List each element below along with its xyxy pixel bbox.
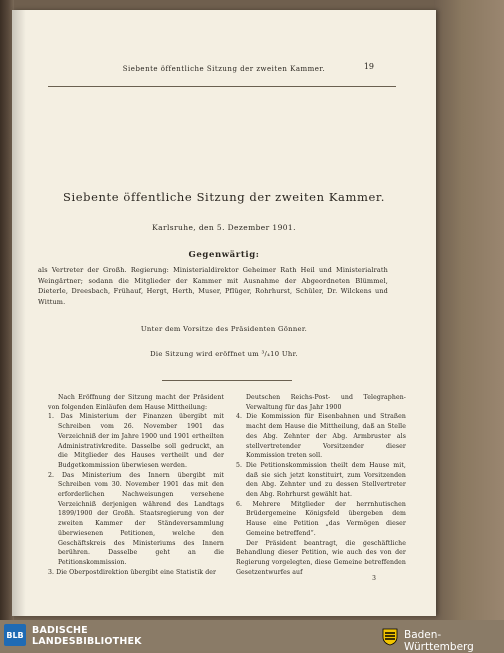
opening-line: Die Sitzung wird eröffnet um ³/₄10 Uhr. (150, 350, 298, 358)
list-item: 4. Die Kommission für Eisenbahnen und Straßen macht dem Hause die Mittheilung, daß an Stelle des Abg. Zehnter der Abg. Armbruster als stellvertretender Vorsitzender dieser Kommission treten soll. (236, 413, 406, 460)
baden-wuerttemberg-crest-icon[interactable] (380, 626, 400, 646)
list-item: 5. Die Petitionskommission theilt dem Hause mit, daß sie sich jetzt konstituirt, zum Vorsitzenden den Abg. Zehnter und zu dessen Stellvertreter den Abg. Rohrhurst gewählt hat. (236, 461, 406, 499)
list-item: Deutschen Reichs-Post- und Telegraphen-Verwaltung für das Jahr 1900 (246, 394, 406, 411)
present-heading: Gegenwärtig: (188, 250, 260, 260)
library-name-line1: BADISCHE (32, 625, 88, 636)
running-head: Siebente öffentliche Sitzung der zweiten Kammer. (122, 65, 326, 73)
state-name[interactable]: Baden-Württemberg (404, 629, 474, 653)
book-page (12, 10, 436, 616)
list-item: 3. Die Oberpostdirektion übergibt eine Statistik der (48, 568, 217, 576)
list-item: 6. Mehrere Mitglieder der herrnhutischen Brüdergemeine Königsfeld übergeben dem Hause eine Petition „das Vermögen dieser Gemeine betreffend“. (236, 500, 406, 537)
footer-bar (0, 620, 504, 651)
list-item: 2. Das Ministerium des Innern übergibt mit Schreiben vom 30. November 1901 das mit den erforderlichen Nachweisungen versehene Verzeichniß derjenigen während des Landtags 1899/1900 der Großh. Staatsregierung von der zweiten Kammer der Ständeversammlung überwiesenen Petitionen, welche den Geschäftskreis des Ministeriums des Innern berühren. Dasselbe geht an die Petitionskommission. (48, 471, 224, 566)
page-number: 19 (363, 62, 374, 71)
present-text: als Vertreter der Großh. Regierung: Ministerialdirektor Geheimer Rath Heil und Ministerialrath Weingärtner; sodann die Mitglieder der Kammer mit Ausnahme der Abgeordneten Blümmel, Dieterle, Dreesbach, Frühauf, Hergt, Herth, Muser, Pflüger, Rohrhurst, Schüler, Dr. Wilckens und Wittum. (38, 266, 388, 306)
right-column (236, 393, 406, 577)
signature-mark: 3 (372, 575, 376, 582)
left-column (48, 393, 224, 577)
library-name[interactable] (32, 625, 142, 647)
header-rule (48, 86, 396, 87)
session-title: Siebente öffentliche Sitzung der zweiten Kammer. (63, 190, 385, 204)
chair-line: Unter dem Vorsitze des Präsidenten Gönner. (140, 325, 308, 333)
list-item: 1. Das Ministerium der Finanzen übergibt mit Schreiben vom 26. November 1901 das Verzeichniß der im Jahre 1900 und 1901 ertheilten Administrativkredite. Dasselbe soll gedruckt, an die Mitglieder des Hauses vertheilt und der Budgetkommission überwiesen werden. (48, 413, 224, 469)
section-rule (162, 380, 292, 381)
library-name-line2: LANDESBIBLIOTHEK (32, 636, 142, 647)
page-gutter-shadow (12, 10, 26, 616)
paragraph: Der Präsident beantragt, die geschäftliche Behandlung dieser Petition, wie auch des von der Regierung vorgelegten, diese Gemeine betreffenden Gesetzentwurfes auf (236, 539, 406, 576)
blb-logo[interactable]: BLB (4, 624, 26, 646)
intro-paragraph: Nach Eröffnung der Sitzung macht der Präsident von folgenden Einläufen dem Hause Mittheilung: (48, 394, 224, 411)
book-cover-edge (434, 0, 504, 620)
session-date: Karlsruhe, den 5. Dezember 1901. (152, 223, 296, 232)
